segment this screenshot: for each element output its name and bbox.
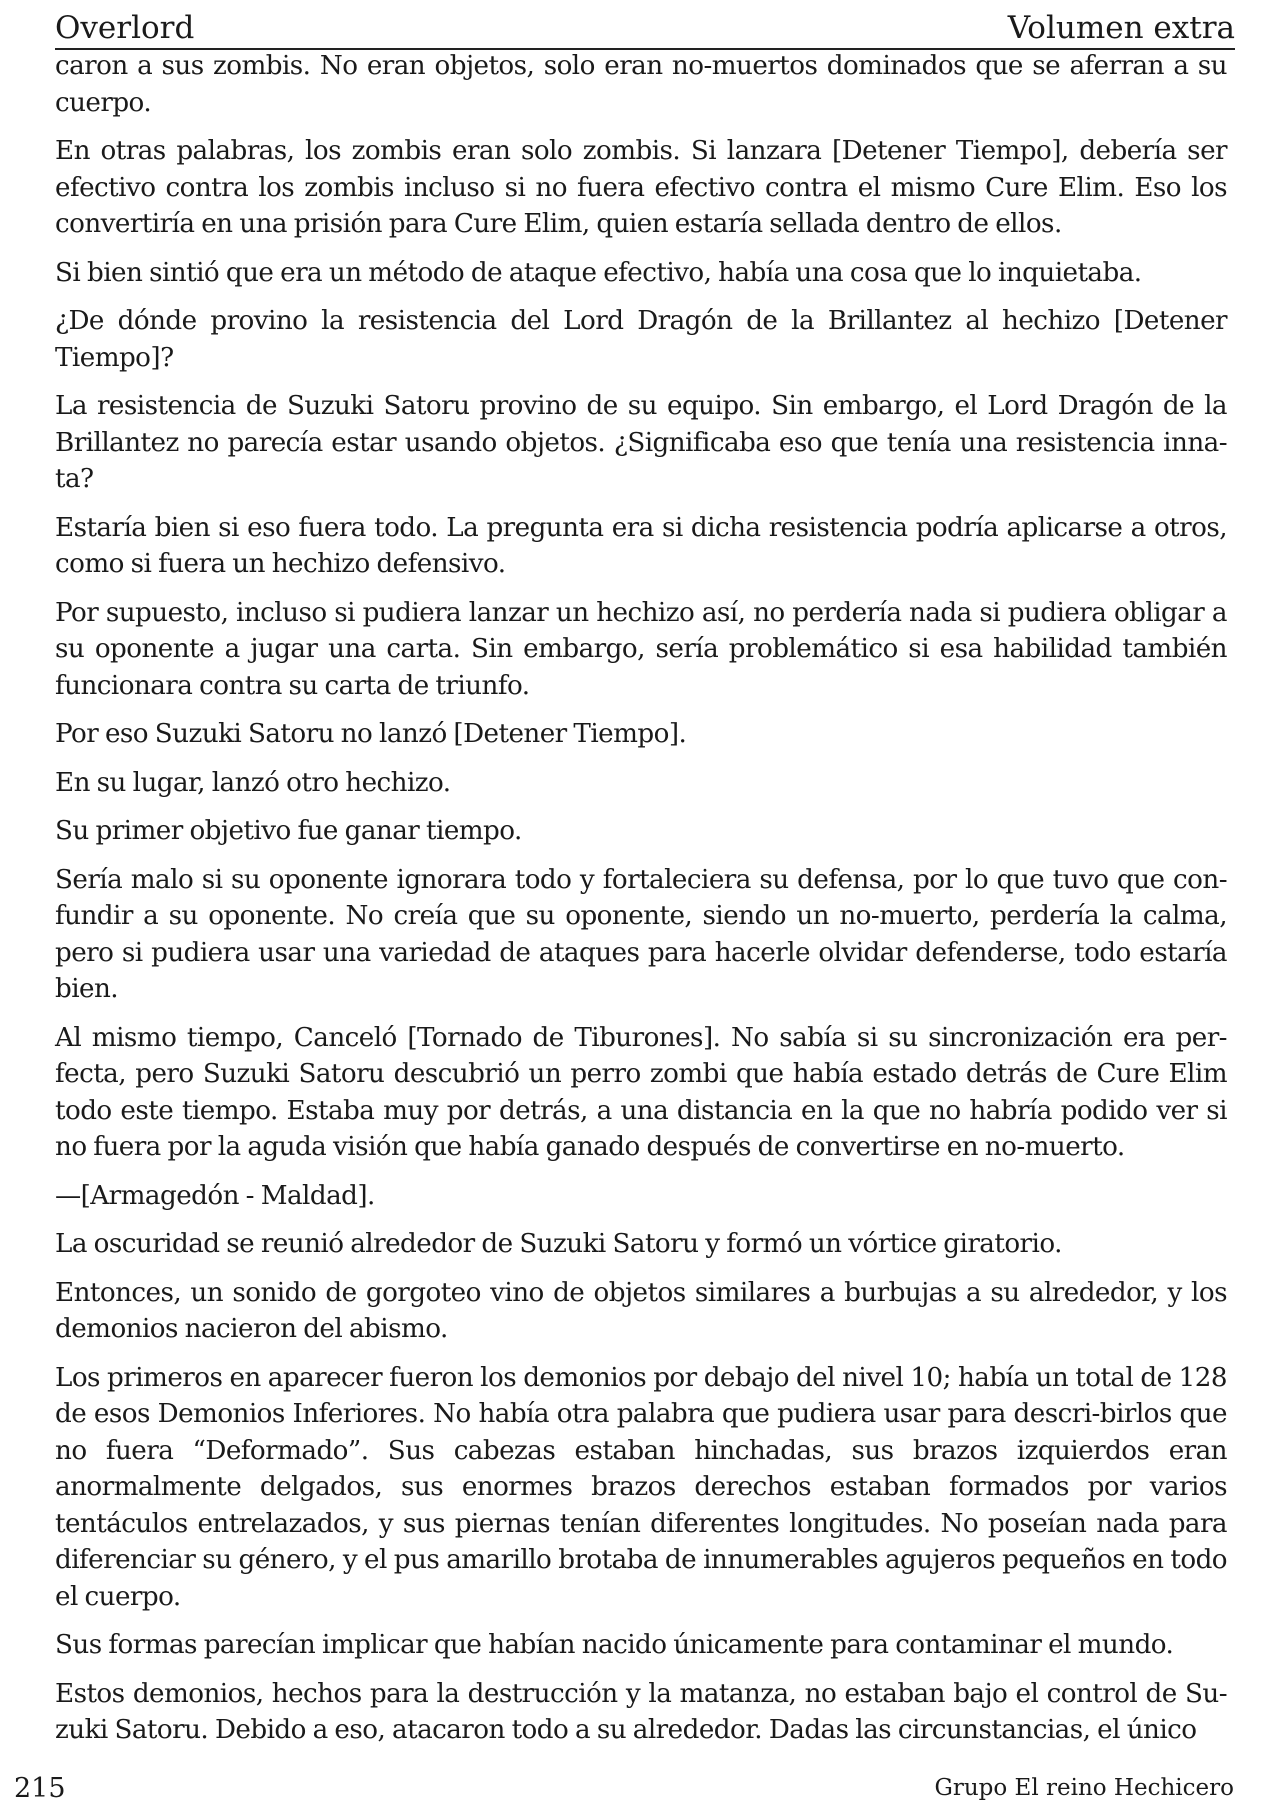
paragraph: Su primer objetivo fue ganar tiempo.	[55, 816, 522, 846]
paragraph: En otras palabras, los zombis eran solo zombis. Si lanzara [Detener Tiempo], debería ser efectivo contra los zombis incluso si no fuera efectivo contra el mismo Cure Elim. Eso los convertiría en una prisión para Cure Elim, quien estaría sellada dentro de ellos.	[55, 136, 1227, 239]
paragraph: ¿De dónde provino la resistencia del Lord Dragón de la Brillantez al hechizo [Detener Tiempo]?	[55, 306, 1227, 373]
paragraph: —[Armagedón - Maldad].	[55, 1180, 375, 1211]
paragraph: La resistencia de Suzuki Satoru provino de su equipo. Sin embargo, el Lord Dragón de la Brillantez no parecía estar usando objetos. ¿Significaba eso que tenía una resistencia inna-ta?	[55, 391, 1227, 494]
body-text	[55, 48, 1227, 1761]
paragraph: Estaría bien si eso fuera todo. La pregunta era si dicha resistencia podría aplicarse a otros, como si fuera un hechizo defensivo.	[55, 512, 1227, 579]
paragraph: Al mismo tiempo, Canceló [Tornado de Tiburones]. No sabía si su sincronización era per-fecta, pero Suzuki Satoru descubrió un perro zombi que había estado detrás de Cure Elim todo este tiempo. Estaba muy por detrás, a una distancia en la que no habría podido ver si no fuera por la aguda visión que había ganado después de convertirse en no-muerto.	[55, 1022, 1227, 1162]
page-number: 215	[14, 1772, 66, 1804]
paragraph: En su lugar, lanzó otro hechizo.	[55, 767, 451, 798]
header-book-title: Overlord	[55, 10, 195, 46]
paragraph: Sus formas parecían implicar que habían nacido únicamente para contaminar el mundo.	[55, 1630, 1174, 1660]
paragraph: caron a sus zombis. No eran objetos, solo eran no-muertos dominados que se aferran a su cuerpo.	[55, 51, 1227, 118]
page-footer	[14, 1770, 1234, 1806]
translation-group-credit: Grupo El reino Hechicero	[934, 1775, 1234, 1801]
paragraph: Los primeros en aparecer fueron los demonios por debajo del nivel 10; había un total de 128 de esos Demonios Inferiores. No había otra palabra que pudiera usar para descri-birlos que no fuera “Deformado”. Sus cabezas estaban hinchadas, sus brazos izquierdos eran anormalmente delgados, sus enormes brazos derechos estaban formados por varios tentáculos entrelazados, y sus piernas tenían diferentes longitudes. No poseían nada para diferenciar su género, y el pus amarillo brotaba de innumerables agujeros pequeños en todo el cuerpo.	[55, 1362, 1227, 1612]
paragraph: Por supuesto, incluso si pudiera lanzar un hechizo así, no perdería nada si pudiera obligar a su oponente a jugar una carta. Sin embargo, sería problemático si esa habilidad también funcionara contra su carta de triunfo.	[55, 597, 1227, 701]
paragraph: Por eso Suzuki Satoru no lanzó [Detener Tiempo].	[55, 719, 687, 749]
paragraph: Estos demonios, hechos para la destrucción y la matanza, no estaban bajo el control de Su-zuki Satoru. Debido a eso, atacaron todo a su alrededor. Dadas las circunstancias, el único	[55, 1678, 1227, 1745]
header-volume-title: Volumen extra	[1007, 10, 1235, 46]
paragraph: Sería malo si su oponente ignorara todo y fortaleciera su defensa, por lo que tuvo que con-fundir a su oponente. No creía que su oponente, siendo un no-muerto, perdería la calma, pero si pudiera usar una variedad de ataques para hacerle olvidar defenderse, todo estaría bien.	[55, 864, 1227, 1004]
paragraph: Entonces, un sonido de gorgoteo vino de objetos similares a burbujas a su alrededor, y los demonios nacieron del abismo.	[55, 1277, 1227, 1344]
paragraph: La oscuridad se reunió alrededor de Suzuki Satoru y formó un vórtice giratorio.	[55, 1229, 1062, 1259]
paragraph: Si bien sintió que era un método de ataque efectivo, había una cosa que lo inquietaba.	[55, 257, 1142, 288]
running-header	[55, 4, 1235, 50]
